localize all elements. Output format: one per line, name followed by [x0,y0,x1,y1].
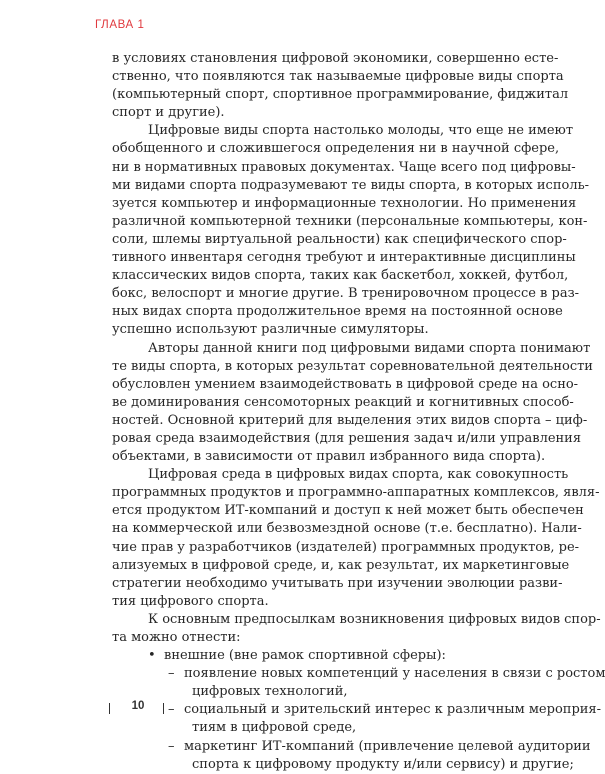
text-line-content: (компьютерный спорт, спортивное программирование, фиджитал [112,87,569,103]
text-line-content: маркетинг ИТ-компаний (привлечение целевой аудитории [184,738,591,754]
text-line-content: ми видами спорта подразумевают те виды спорта, в которых исполь- [112,177,590,193]
text-line-content: внешние (вне рамок спортивной сферы): [164,648,446,664]
text-line [192,683,530,701]
text-line-content: ализуемых в цифровой среде, и, как результат, их маркетинговые [112,557,570,573]
text-line [112,50,559,68]
text-line [112,231,567,249]
text-line-content: цифровых технологий, [192,684,348,700]
text-line [112,358,593,376]
page-number: 10 [131,700,145,712]
text-line-content: чие прав у разработчиков (издателей) программных продуктов, ре- [112,539,580,555]
text-line [112,285,580,303]
text-line [112,86,569,104]
text-line-content: социальный и зрительский интерес к различным мероприя- [184,702,602,718]
text-line-content: ных видах спорта продолжительное время на постоянной основе [112,304,563,320]
text-line [112,159,576,177]
text-line-content: спорта к цифровому продукту и/или сервису) и другие; [192,756,574,772]
text-line-content: зуется компьютер и информационные технологии. Но применения [112,195,577,211]
bullet-marker: • [148,648,156,664]
text-line-content: объектами, в зависимости от правил избранного вида спорта). [112,449,546,465]
text-line-content: те виды спорта, в которых результат соревновательной деятельности [112,358,593,374]
text-line [168,738,591,756]
text-line [168,665,605,683]
page-number-right-rule [163,703,164,714]
text-line-content: ровая среда взаимодействия (для решения задач и/или управления [112,430,582,446]
dash-marker: – [168,738,175,754]
text-line-content: обобщенного и сложившегося определения ни в научной сфере, [112,141,560,157]
text-line-content: различной компьютерной техники (персональные компьютеры, кон- [112,213,588,229]
text-line [148,611,601,629]
text-line [112,303,563,321]
text-line [112,68,564,86]
dash-marker: – [168,702,175,718]
text-line-content: Авторы данной книги под цифровыми видами спорта понимают [148,340,591,356]
text-line-content: обусловлен умением взаимодействовать в цифровой среде на осно- [112,376,579,392]
body-text [112,50,605,774]
text-line-content: ве доминирования сенсомоторных реакций и когнитивных способ- [112,394,574,410]
text-line-content: Цифровые виды спорта настолько молоды, что еще не имеют [148,123,574,139]
text-line [192,719,530,737]
text-line [112,195,577,213]
text-line-content: К основным предпосылкам возникновения цифровых видов спор- [148,611,601,627]
text-line-content: ностей. Основной критерий для выделения этих видов спорта – циф- [112,412,588,428]
text-line [112,249,576,267]
text-line [148,122,574,140]
text-line [112,177,590,195]
text-line [112,502,584,520]
text-line [112,430,582,448]
text-line-content: спорт и другие). [112,105,225,121]
text-line-content: в условиях становления цифровой экономики, совершенно есте- [112,51,559,66]
text-line-content: тиям в цифровой среде, [192,720,357,736]
text-line [192,756,574,774]
text-line-content: стратегии необходимо учитывать при изучении эволюции разви- [112,575,563,591]
text-line [112,104,530,122]
text-line [112,575,563,593]
text-line [148,647,530,665]
text-line [148,466,569,484]
text-line-content: тивного инвентаря сегодня требуют и интерактивные дисциплины [112,250,576,266]
text-line [112,213,588,231]
text-line-content: ни в нормативных правовых документах. Чаще всего под цифровы- [112,159,576,175]
text-line [112,484,600,502]
text-line [112,448,546,466]
text-line [112,557,570,575]
text-line-content: та можно отнести: [112,630,241,645]
text-line [112,394,574,412]
text-line-content: Цифровая среда в цифровых видах спорта, как совокупность [148,467,569,483]
text-line-content: программных продуктов и программно-аппаратных комплексов, явля- [112,485,600,501]
text-line [168,701,602,719]
text-line-content: соли, шлемы виртуальной реальности) как специфического спор- [112,231,567,247]
text-line-content: бокс, велоспорт и многие другие. В тренировочном процессе в раз- [112,286,580,302]
text-line-content: успешно используют различные симуляторы. [112,322,429,338]
text-line [112,539,580,557]
text-line-content: тия цифрового спорта. [112,593,269,609]
text-line [112,140,560,158]
text-line [112,267,569,285]
text-line [112,321,530,339]
dash-marker: – [168,666,175,682]
text-line [112,629,530,647]
chapter-heading: ГЛАВА 1 [95,19,145,31]
text-line [148,340,591,358]
text-line [112,376,579,394]
text-line-content: ется продуктом ИТ-компаний и доступ к ней может быть обеспечен [112,503,584,519]
page-number-left-rule [109,703,110,714]
text-line [112,412,588,430]
text-line-content: появление новых компетенций у населения в связи с ростом [184,666,605,682]
text-line [112,593,530,611]
text-line-content: ственно, что появляются так называемые цифровые виды спорта [112,69,564,85]
text-line-content: на коммерческой или безвозмездной основе (т.е. бесплатно). Нали- [112,521,582,537]
text-line [112,520,582,538]
text-line-content: классических видов спорта, таких как баскетбол, хоккей, футбол, [112,268,569,284]
